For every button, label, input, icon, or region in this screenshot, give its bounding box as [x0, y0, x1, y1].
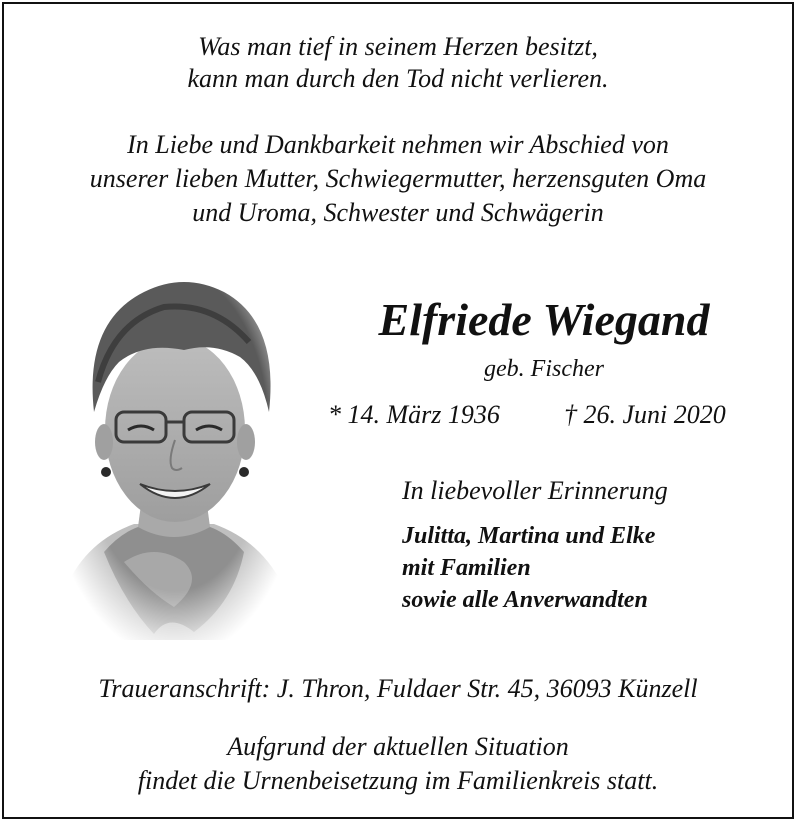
intro-line-1: In Liebe und Dankbarkeit nehmen wir Abschied von [127, 130, 669, 159]
death-date: † 26. Juni 2020 [564, 400, 726, 429]
signers-block [402, 520, 655, 616]
memorial-phrase: In liebevoller Erinnerung [402, 476, 668, 505]
maiden-name: geb. Fischer [484, 356, 604, 382]
portrait-photo [64, 262, 286, 640]
mourning-address: Traueranschrift: J. Thron, Fuldaer Str. 45, 36093 Künzell [98, 674, 698, 703]
deceased-name: Elfriede Wiegand [378, 294, 710, 345]
birth-date: * 14. März 1936 [328, 400, 500, 429]
signer-line: sowie alle Anverwandten [402, 587, 648, 613]
obituary-notice [2, 2, 794, 819]
signer-line: mit Familien [402, 555, 531, 581]
signer-line: Julitta, Martina und Elke [402, 523, 656, 549]
burial-note-line-2: findet die Urnenbeisetzung im Familienkreis statt. [137, 766, 659, 795]
intro-line-2: unserer lieben Mutter, Schwiegermutter, herzensguten Oma [89, 164, 707, 193]
burial-note-line-1: Aufgrund der aktuellen Situation [227, 732, 569, 761]
intro-line-3: und Uroma, Schwester und Schwägerin [192, 198, 604, 227]
quote-line-1: Was man tief in seinem Herzen besitzt, [198, 32, 598, 61]
quote-line-2: kann man durch den Tod nicht verlieren. [187, 64, 609, 93]
